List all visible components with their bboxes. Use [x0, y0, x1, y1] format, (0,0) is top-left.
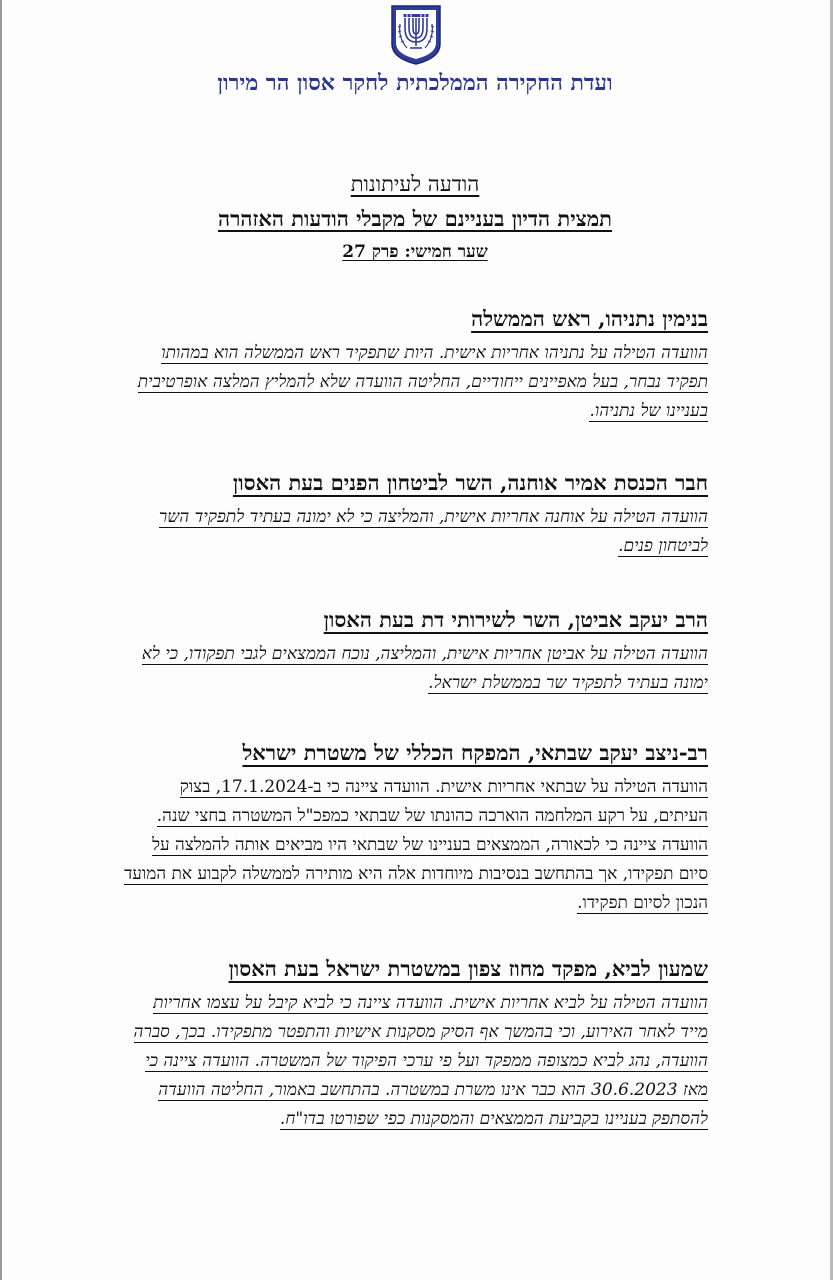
- sections-list: [123, 302, 708, 1164]
- section-shabtai: [123, 736, 708, 918]
- section-heading: חבר הכנסת אמיר אוחנה, השר לביטחון הפנים בעת האסון: [232, 470, 708, 495]
- section-body: הוועדה הטילה על נתניהו אחריות אישית. היות שתפקיד ראש הממשלה הוא במהותו תפקיד נבחר, בעל מאפיינים ייחודיים, החליטה הוועדה שלא להמליץ המלצה אופרטיבית בעניינו של נתניהו.: [137, 343, 708, 421]
- section-heading: בנימין נתניהו, ראש הממשלה: [471, 306, 708, 331]
- section-heading: שמעון לביא, מפקד מחוז צפון במשטרת ישראל בעת האסון: [228, 956, 708, 981]
- section-lavi: [123, 952, 708, 1134]
- press-release-label: הודעה לעיתונות: [350, 172, 480, 196]
- section-body: הוועדה הטילה על אוחנה אחריות אישית, והמליצה כי לא ימונה בעתיד לתפקיד השר לביטחון פנים.: [158, 507, 708, 556]
- section-body: הוועדה הטילה על שבתאי אחריות אישית. הוועדה ציינה כי ב-17.1.2024, בצוק העיתים, על רקע המלחמה הוארכה כהונתו של שבתאי כמפכ"ל המשטרה בחצי שנה. הוועדה ציינה כי לכאורה, הממצאים בעניינו של שבתאי היו מביאים אותה להמלצה על סיום תפקידו, אך בהתחשב בנסיבות מיוחדות אלה היא מותירה לממשלה לקבוע את המועד הנכון לסיום תפקידו.: [124, 777, 708, 913]
- chapter-label: שער חמישי: פרק 27: [342, 242, 488, 262]
- section-ohana: [123, 466, 708, 561]
- press-release-title: תמצית הדיון בעניינם של מקבלי הודעות האזהרה: [218, 206, 612, 231]
- section-body: הוועדה הטילה על לביא אחריות אישית. הוועדה ציינה כי לביא קיבל על עצמו אחריות מייד לאחר האירוע, וכי בהמשך אף הסיק מסקנות אישיות והתפטר מתפקידו. בכך, סברה הוועדה, נהג לביא כמצופה ממפקד ועל פי ערכי הפיקוד של המשטרה. הוועדה ציינה כי מאז 30.6.2023 הוא כבר אינו משרת במשטרה. בהתחשב באמור, החליטה הוועדה להסתפק בעניינו בקביעת הממצאים והמסקנות כפי שפורטו בדו"ח.: [133, 993, 708, 1129]
- page-edge-left: [0, 0, 2, 1280]
- committee-name: ועדת החקירה הממלכתית לחקר אסון הר מירון: [217, 70, 613, 96]
- section-body: הוועדה הטילה על אביטן אחריות אישית, והמליצה, נוכח הממצאים לגבי תפקודו, כי לא ימונה בעתיד לתפקיד שר בממשלת ישראל.: [141, 644, 708, 693]
- section-heading: הרב יעקב אביטן, השר לשירותי דת בעת האסון: [323, 607, 708, 632]
- section-avitan: [123, 603, 708, 698]
- section-netanyahu: [123, 302, 708, 426]
- menorah-emblem-icon: [389, 4, 443, 66]
- section-heading: רב-ניצב יעקב שבתאי, המפקח הכללי של משטרת ישראל: [242, 740, 708, 765]
